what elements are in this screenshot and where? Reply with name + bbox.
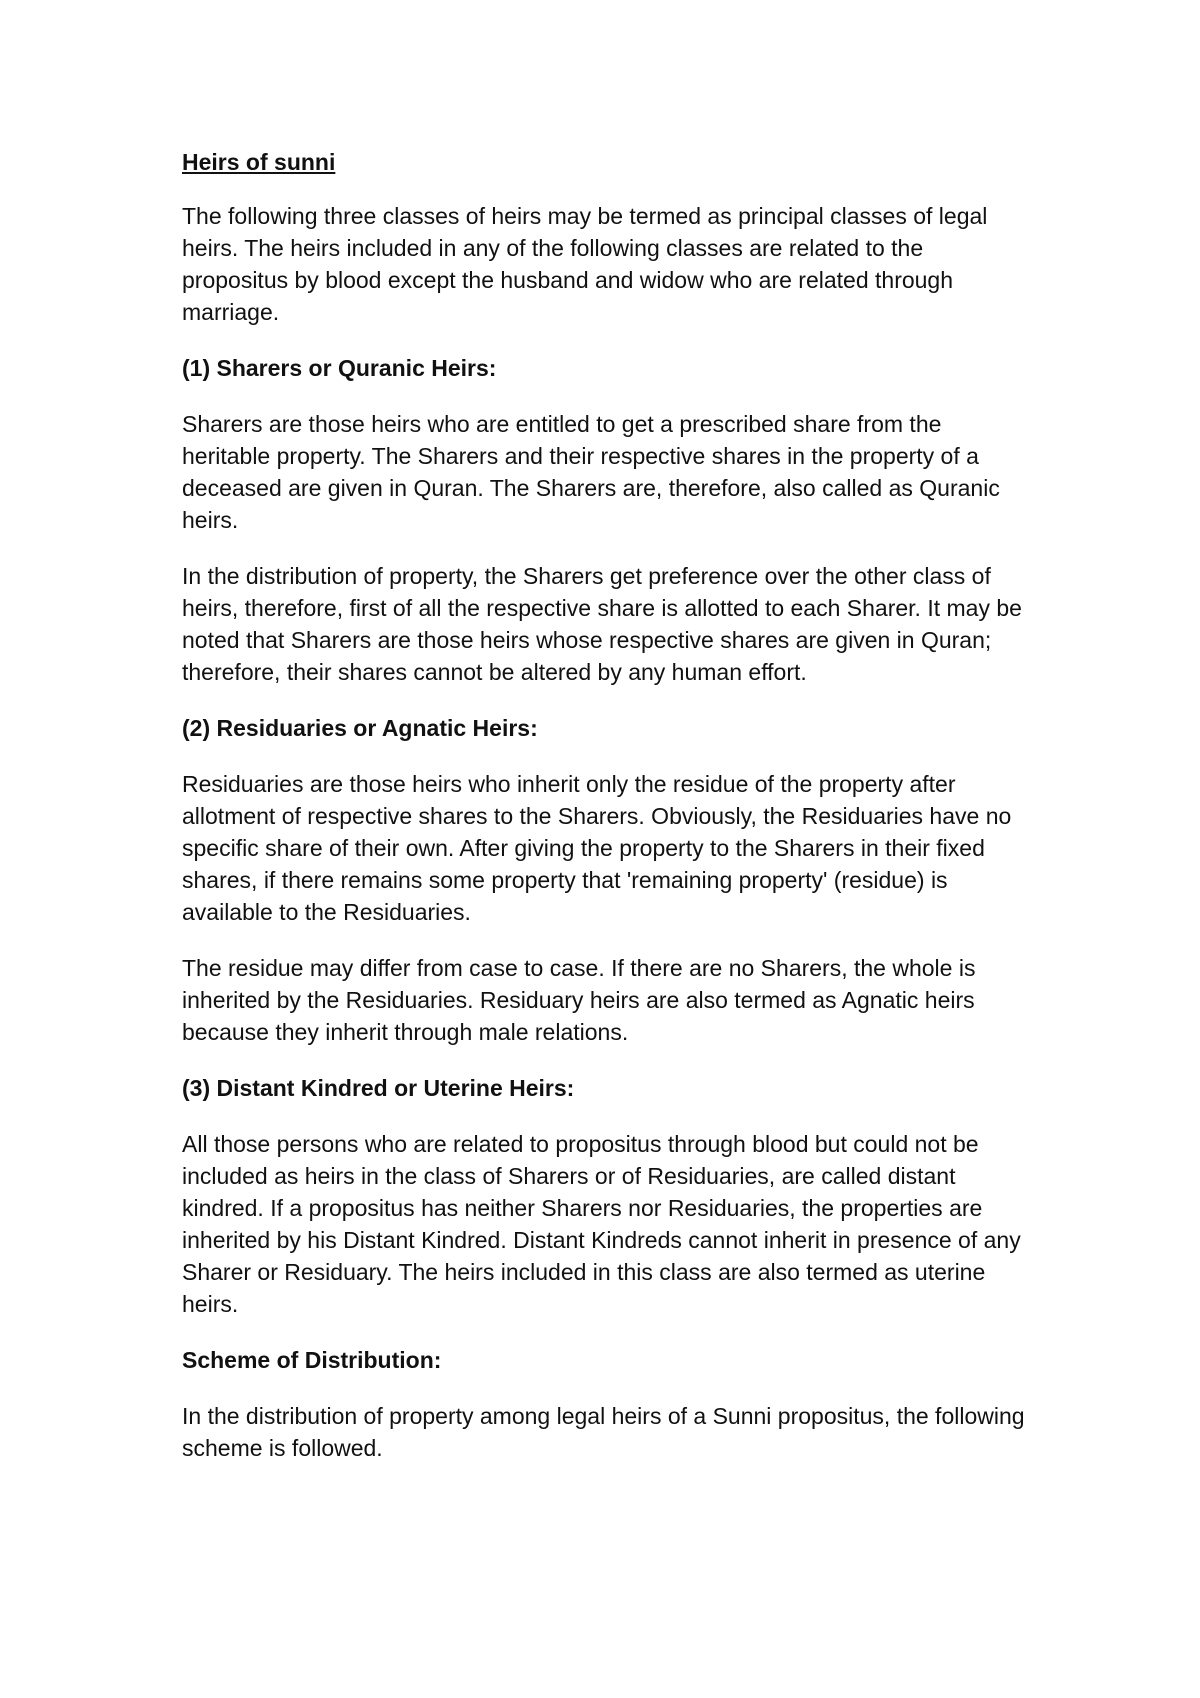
paragraph: In the distribution of property among legal heirs of a Sunni propositus, the following scheme is followed. [182, 1403, 1025, 1461]
section-heading-residuaries: (2) Residuaries or Agnatic Heirs: [182, 715, 538, 741]
paragraph: The residue may differ from case to case. If there are no Sharers, the whole is inherited by the Residuaries. Residuary heirs are also termed as Agnatic heirs because they inherit through male relations. [182, 955, 976, 1045]
section-heading-distant-kindred: (3) Distant Kindred or Uterine Heirs: [182, 1075, 575, 1101]
section-heading-scheme: Scheme of Distribution: [182, 1347, 442, 1373]
document-title: Heirs of sunni [182, 149, 336, 175]
document-page [182, 146, 1032, 1488]
intro-paragraph: The following three classes of heirs may be termed as principal classes of legal heirs. The heirs included in any of the following classes are related to the propositus by blood except the husband and widow who are related through marriage. [182, 203, 988, 325]
paragraph: Sharers are those heirs who are entitled to get a prescribed share from the heritable property. The Sharers and their respective shares in the property of a deceased are given in Quran. The Sharers are, therefore, also called as Quranic heirs. [182, 411, 1000, 533]
paragraph: All those persons who are related to propositus through blood but could not be included as heirs in the class of Sharers or of Residuaries, are called distant kindred. If a propositus has neither Sharers nor Residuaries, the properties are inherited by his Distant Kindred. Distant Kindreds cannot inherit in presence of any Sharer or Residuary. The heirs included in this class are also termed as uterine heirs. [182, 1131, 1021, 1317]
paragraph: In the distribution of property, the Sharers get preference over the other class of heirs, therefore, first of all the respective share is allotted to each Sharer. It may be noted that Sharers are those heirs whose respective shares are given in Quran; therefore, their shares cannot be altered by any human effort. [182, 563, 1022, 685]
section-heading-sharers: (1) Sharers or Quranic Heirs: [182, 355, 497, 381]
paragraph: Residuaries are those heirs who inherit only the residue of the property after allotment of respective shares to the Sharers. Obviously, the Residuaries have no specific share of their own. After giving the property to the Sharers in their fixed shares, if there remains some property that 'remaining property' (residue) is available to the Residuaries. [182, 771, 1012, 925]
